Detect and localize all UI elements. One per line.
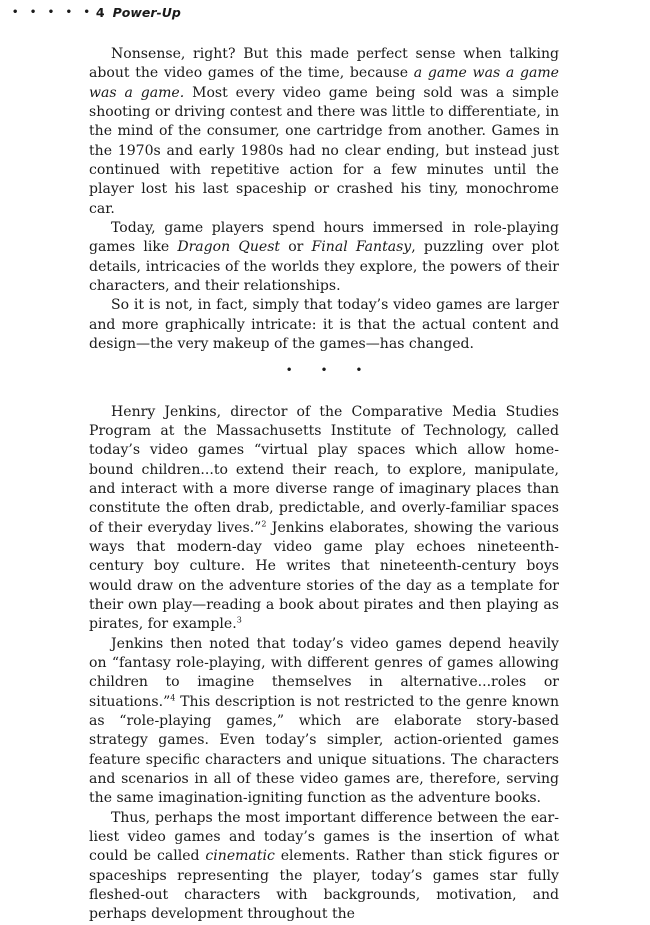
footnote-marker: 4 bbox=[170, 692, 176, 702]
paragraph-4: Henry Jenkins, director of the Comparative Media Studies Program at the Massachusetts Institute of Technology, called today’s video games “virtual play spaces which allow home-bound children...to extend their reach, to explore, manipulate, and interact with a more diverse range of imaginary places than constitute the often drab, predictable, and overly-familiar spaces of their everyday lives.”$^2$ Jenkins elaborates, showing the various ways that modern-day video game play echoes nineteenth-century boy culture. He writes that nineteenth-century boys would draw on the adventure stories of the day as a template for their own play—reading a book about pirates and then playing as pirates, for example.$^3$ bbox=[89, 403, 559, 633]
book-title: Power-Up bbox=[112, 5, 181, 20]
footnote-marker: 2 bbox=[261, 518, 267, 528]
paragraph-1: Nonsense, right? But this made perfect sense when talking about the video games of the time, because a game was a game was a game. Most every video game being sold was a simple shooting or driving contest and there was little to differentiate, in the mind of the consumer, one cartridge from another. Games in the 1970s and early 1980s had no clear ending, but instead just continued with repetitive action for a few minutes until the player lost his last spaceship or crashed his tiny, monochrome car. bbox=[89, 46, 559, 217]
footnote-marker: 3 bbox=[236, 615, 242, 625]
page-number: 4 bbox=[95, 5, 105, 20]
paragraph-5: Jenkins then noted that today’s video games depend heavily on “fantasy role-playing, with different genres of games allowing children to imagine themselves in alternative...roles or situations.”$^4$ This description is not restricted to the genre known as “role-playing games,” which are elaborate story-based strategy games. Even today’s simpler, action-oriented games feature specific characters and unique situations. The characters and scenarios in all of these video games are, therefore, serving the same imagination-igniting function as the adventure books. bbox=[89, 635, 559, 807]
body-text bbox=[89, 45, 559, 925]
paragraph-3: So it is not, in fact, simply that today’s video games are larger and more graphically intricate: it is that the actual content and design—the very makeup of the games—has changed. bbox=[89, 297, 559, 353]
paragraph-6: Thus, perhaps the most important difference between the earliest video games and today’s games is the insertion of what could be called cinematic elements. Rather than stick figures or spaceships representing the player, today’s games star fully fleshed-out characters with backgrounds, motivation, and perhaps development throughout the bbox=[89, 809, 559, 923]
section-separator: • • • bbox=[285, 362, 375, 377]
running-header bbox=[12, 5, 181, 20]
paragraph-2: Today, game players spend hours immersed in role-playing games like Dragon Quest or Final Fantasy, puzzling over plot details, intricacies of the worlds they explore, the powers of their characters, and their relationships. bbox=[89, 220, 560, 295]
header-dots: • • • • • bbox=[12, 7, 94, 18]
